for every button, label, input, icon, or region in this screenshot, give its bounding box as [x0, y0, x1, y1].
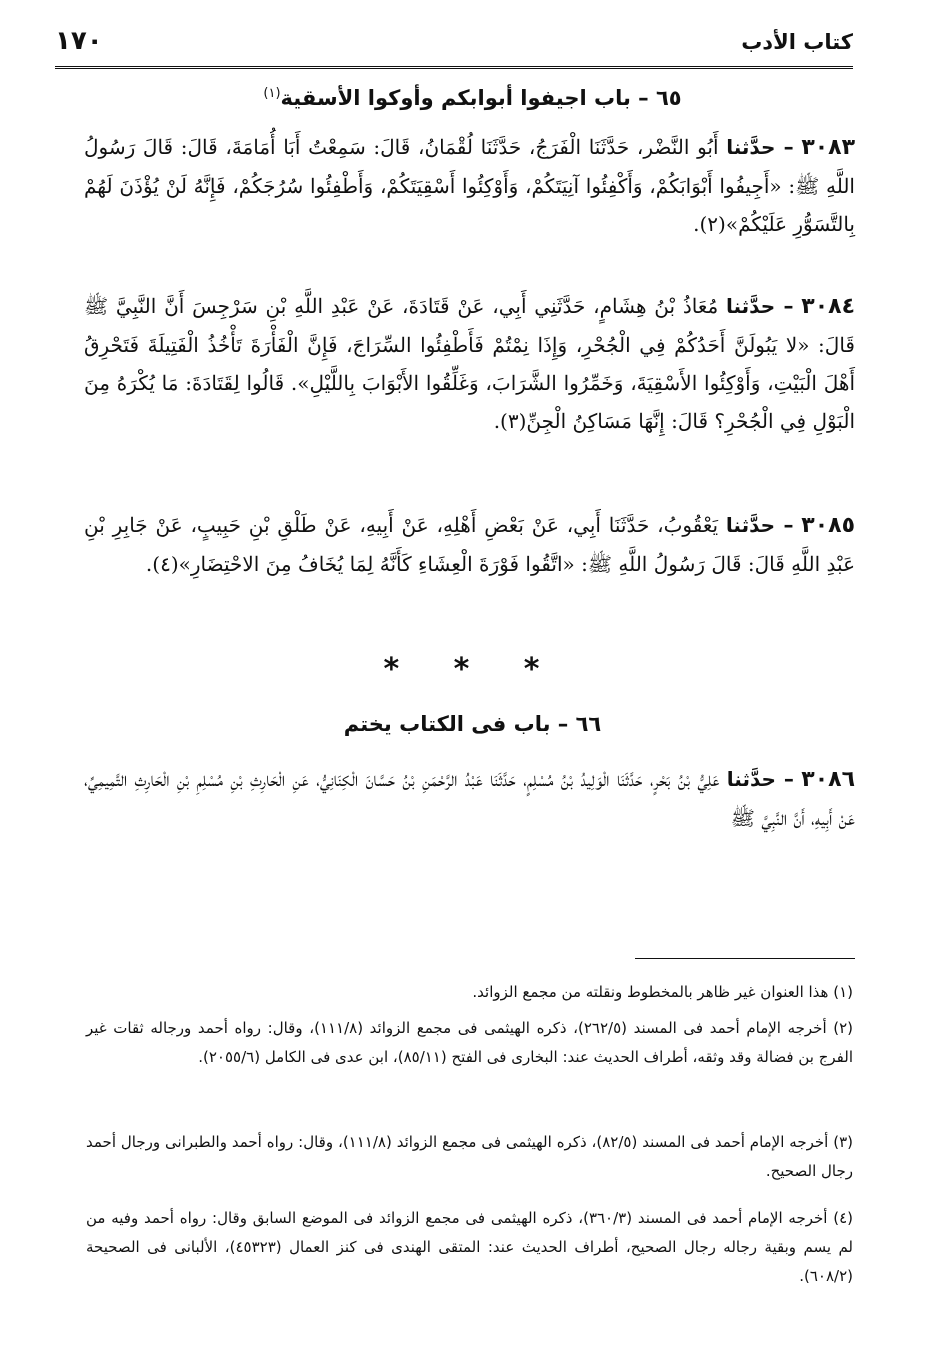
hadith-text: مُعَاذُ بْنُ هِشَامٍ، حَدَّثَنِي أَبِي، عَنْ قَتَادَةَ، عَنْ عَبْدِ اللَّهِ بْنِ سَرْجِسَ أَنَّ النَّبِيَّ ﷺ قَالَ: «لا يَبُولَنَّ أَحَدُكُمْ فِي الْجُحْرِ، وَإِذَا نِمْتُمْ فَأَطْفِئُوا السِّرَاجَ، فَإِنَّ الْفَأْرَةَ تَأْخُذُ الْفَتِيلَةَ فَتَحْرِقُ أَهْلَ الْبَيْتِ، وَأَوْكِئُوا الأَسْقِيَةَ، وَخَمِّرُوا الشَّرَابَ، وَغَلِّقُوا الأَبْوَابَ بِاللَّيْلِ». قَالُوا لِقَتَادَةَ: مَا يُكْرَهُ مِنَ الْبَوْلِ فِي الْجُحْرِ؟ قَالَ: إِنَّهَا مَسَاكِنُ الْجِنِّ(٣).	[84, 294, 856, 433]
footnote-1: (١) هذا العنوان غير ظاهر بالمخطوط ونقلته من مجمع الزوائد.	[472, 983, 853, 1001]
hadith-3085	[84, 506, 855, 583]
hadith-text: أَبُو النَّضْر، حَدَّثَنَا الْفَرَجُ، حَدَّثَنَا لُقْمَانُ، قَالَ: سَمِعْتُ أَبَا أُمَامَةَ، قَالَ: قَالَ رَسُولُ اللَّهِ ﷺ: «أَجِيفُوا أَبْوَابَكُمْ، وَأَكْفِئُوا آنِيَتَكُمْ، وَأَوْكِئُوا أَسْقِيَتَكُمْ، وَأَطْفِئُوا سُرُجَكُمْ، فَإِنَّهُ لَنْ يُؤْذَنَ لَهُمْ بِالتَّسَوُّرِ عَلَيْكُمْ»(٢).	[84, 135, 855, 236]
chapter-heading-65	[60, 86, 885, 110]
chapter-heading-text: ٦٦ – باب فى الكتاب يختم	[343, 712, 602, 736]
hadith-lead: – حدَّثنا	[726, 767, 794, 791]
hadith-3084	[84, 287, 855, 440]
chapter-heading-text: ٦٥ – باب اجيفوا أبوابكم وأوكوا الأسقية	[280, 86, 682, 110]
hadith-number: ٣٠٨٥	[801, 513, 855, 538]
hadith-text: عَلِيُّ بْنُ بَحْرٍ، حَدَّثَنَا الْوَلِيدُ بْنُ مُسْلِمٍ، حَدَّثَنَا عَبْدُ الرَّحْمَنِ بْنُ حَسَّانَ الْكِنَانِيُّ، عَنِ الْحَارِثِ بْنِ مُسْلِمِ بْنِ الْحَارِثِ التَّمِيمِيِّ، عَنْ أَبِيهِ، أَنَّ النَّبِيَّ ﷺ	[84, 767, 855, 830]
hadith-number: ٣٠٨٣	[801, 135, 856, 160]
running-header	[55, 26, 853, 69]
hadith-number: ٣٠٨٤	[801, 294, 856, 319]
footnote-marker: (١)	[263, 86, 281, 101]
book-title: كتاب الأدب	[741, 30, 853, 54]
footnote-3: (٣) أخرجه الإمام أحمد فى المسند (٨٢/٥)، ذكره الهيثمى فى مجمع الزوائد (١١١/٨)، وقال: رواه أحمد والطبرانى ورجال أحمد رجال الصحيح.	[86, 1133, 853, 1180]
hadith-lead: – حدَّثنا	[725, 294, 794, 318]
hadith-number: ٣٠٨٦	[801, 767, 855, 792]
page-number: ١٧٠	[55, 26, 103, 56]
footnote-4: (٤) أخرجه الإمام أحمد فى المسند (٣٦٠/٣)، ذكره الهيثمى فى مجمع الزوائد فى الموضع السابق وقال: رواه أحمد وفيه من لم يسم وبقية رجاله رجال الصحيح، أطراف الحديث عند: المتقى الهندى فى كنز العمال (٤٥٣٢٣)، الألبانى فى الصحيحة (٦٠٨/٢).	[86, 1209, 853, 1285]
hadith-3086	[84, 760, 855, 837]
hadith-lead: – حدَّثنا	[725, 513, 794, 537]
section-separator: * * *	[383, 652, 562, 687]
chapter-heading-66	[60, 712, 885, 736]
hadith-3083	[84, 128, 855, 243]
hadith-lead: – حدَّثنا	[726, 135, 794, 159]
footnote-2: (٢) أخرجه الإمام أحمد فى المسند (٢٦٢/٥)، ذكره الهيثمى فى مجمع الزوائد (١١١/٨)، وقال: رواه أحمد ورجاله ثقات غير الفرج بن فضالة وقد وثقه، أطراف الحديث عند: البخارى فى الفتح (٨٥/١١)، ابن عدى فى الكامل (٢٠٥٥/٦).	[86, 1019, 854, 1066]
hadith-text: يَعْقُوبُ، حَدَّثَنَا أَبِي، عَنْ بَعْضِ أَهْلِهِ، عَنْ أَبِيهِ، عَنْ طَلْقِ بْنِ حَبِيبٍ، عَنْ جَابِرِ بْنِ عَبْدِ اللَّهِ قَالَ: قَالَ رَسُولُ اللَّهِ ﷺ: «اتَّقُوا فَوْرَةَ الْعِشَاءِ كَأَنَّهُ لِمَا يُخَافُ مِنَ الاحْتِضَارِ»(٤).	[84, 513, 855, 576]
footnote-divider	[635, 958, 855, 959]
